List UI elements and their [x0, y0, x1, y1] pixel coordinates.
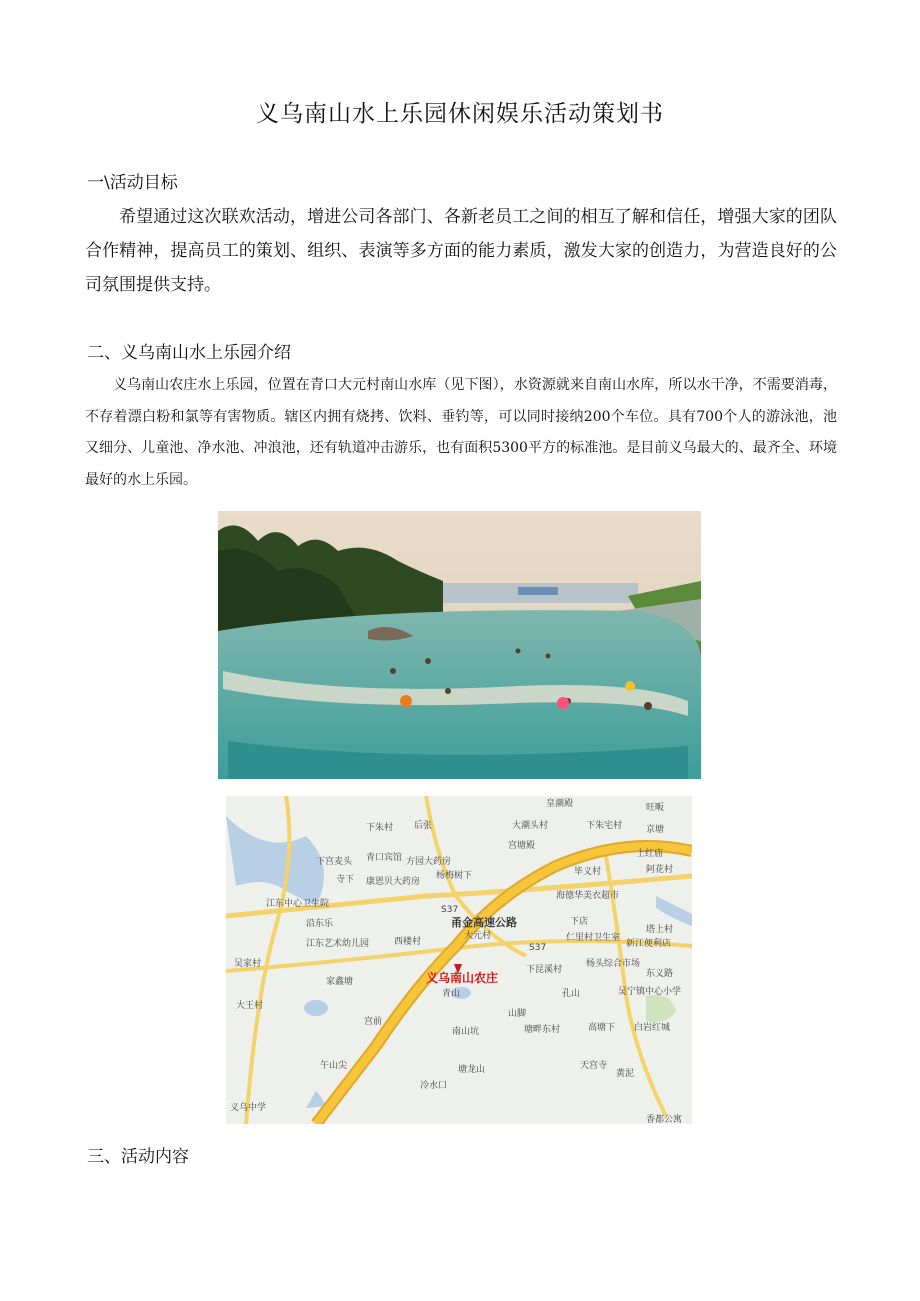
map-place-label: 下朱宅村	[586, 821, 623, 831]
map-place-label: 山脚	[508, 1009, 527, 1019]
map-place-label: 杨梅树下	[436, 871, 473, 881]
map-place-label: 塔上村	[646, 925, 674, 935]
map-place-label: 江东艺术幼儿园	[306, 939, 370, 949]
map-place-label: 方园大药房	[406, 857, 452, 867]
map-place-label: 海德华美衣超市	[556, 891, 620, 901]
map-label-road-code-2: S37	[529, 943, 547, 953]
map-place-label: 后张	[414, 821, 433, 831]
map-label-expressway: 甬金高速公路	[451, 916, 517, 929]
map-place-label: 下宫麦头	[316, 857, 353, 867]
map-place-label: 上红庙	[636, 849, 664, 859]
map-place-label: 下朱村	[366, 823, 394, 833]
map-place-label: 大王村	[236, 1001, 264, 1011]
location-map	[226, 796, 692, 1124]
map-place-label: 康恩贝大药房	[366, 877, 421, 887]
map-place-label: 西楼村	[394, 937, 422, 947]
map-place-label: 家鑫塘	[326, 977, 354, 987]
map-place-label: 沿东乐	[306, 919, 334, 929]
map-place-label: 京塘	[646, 825, 665, 835]
map-place-label: 宫塘殿	[508, 841, 536, 851]
section-heading-intro: 二、义乌南山水上乐园介绍	[87, 343, 291, 363]
map-place-label: 吴家村	[234, 959, 262, 969]
map-place-label: 塘龙山	[458, 1065, 486, 1075]
map-place-label: 东义路	[646, 969, 674, 979]
document-title: 义乌南山水上乐园休闲娱乐活动策划书	[256, 101, 664, 127]
map-place-label: 吴宁镇中心小学	[618, 987, 682, 997]
map-place-label: 孔山	[562, 989, 581, 999]
map-place-label: 寺下	[336, 875, 355, 885]
map-place-label: 黄泥	[616, 1069, 635, 1079]
map-place-label: 大元村	[464, 931, 492, 941]
map-place-label: 午山尖	[320, 1061, 348, 1071]
map-place-label: 大潮头村	[512, 821, 549, 831]
map-place-label: 南山坑	[452, 1027, 480, 1037]
map-place-label: 旺畈	[646, 803, 665, 813]
water-park-photo	[218, 511, 701, 779]
paragraph-intro: 义乌南山农庄水上乐园，位置在青口大元村南山水库（见下图），水资源就来自南山水库，所以水干净，不需要消毒，不存着漂白粉和氯等有害物质。辖区内拥有烧拷、饮料、垂钓等，可以同时接纳200个车位。具有700个人的游泳池，池又细分、儿童池、净水池、冲浪池，还有轨道冲击游乐，也有面积5300平方的标准池。是目前义乌最大的、最齐全、环境最好的水上乐园。	[85, 377, 837, 488]
map-place-label: 皇潮殿	[546, 799, 574, 809]
map-label-target: 义乌南山农庄	[426, 971, 499, 985]
map-place-label: 阿花村	[646, 865, 674, 875]
map-place-label: 下店	[570, 917, 589, 927]
map-label-road-code-1: S37	[441, 905, 459, 915]
section-heading-goals: 一\活动目标	[87, 173, 178, 193]
map-place-label: 仁里村卫生室	[566, 933, 621, 943]
map-place-label: 青口宾馆	[366, 853, 403, 863]
map-place-label: 高塘下	[588, 1023, 616, 1033]
map-place-label: 香都公寓	[646, 1115, 683, 1124]
map-place-label: 义乌中学	[230, 1103, 267, 1113]
section-heading-content: 三、活动内容	[87, 1147, 189, 1167]
map-place-label: 塘畔东村	[524, 1025, 561, 1035]
map-place-label: 杨头综合市场	[586, 959, 641, 969]
map-place-label: 青山	[442, 989, 461, 999]
map-place-label: 下昆溪村	[526, 965, 563, 975]
map-place-label: 毕义村	[574, 867, 602, 877]
map-place-label: 白岩红城	[634, 1023, 671, 1033]
map-place-label: 冷水口	[420, 1081, 448, 1091]
map-place-label: 江东中心卫生院	[266, 899, 330, 909]
map-place-label: 宫前	[364, 1017, 383, 1027]
paragraph-goals: 希望通过这次联欢活动，增进公司各部门、各新老员工之间的相互了解和信任，增强大家的团队合作精神，提高员工的策划、组织、表演等多方面的能力素质，激发大家的创造力，为营造良好的公司氛围提供支持。	[85, 207, 837, 295]
map-place-label: 天宫寺	[580, 1061, 608, 1071]
map-place-label: 新江便利店	[626, 939, 672, 949]
